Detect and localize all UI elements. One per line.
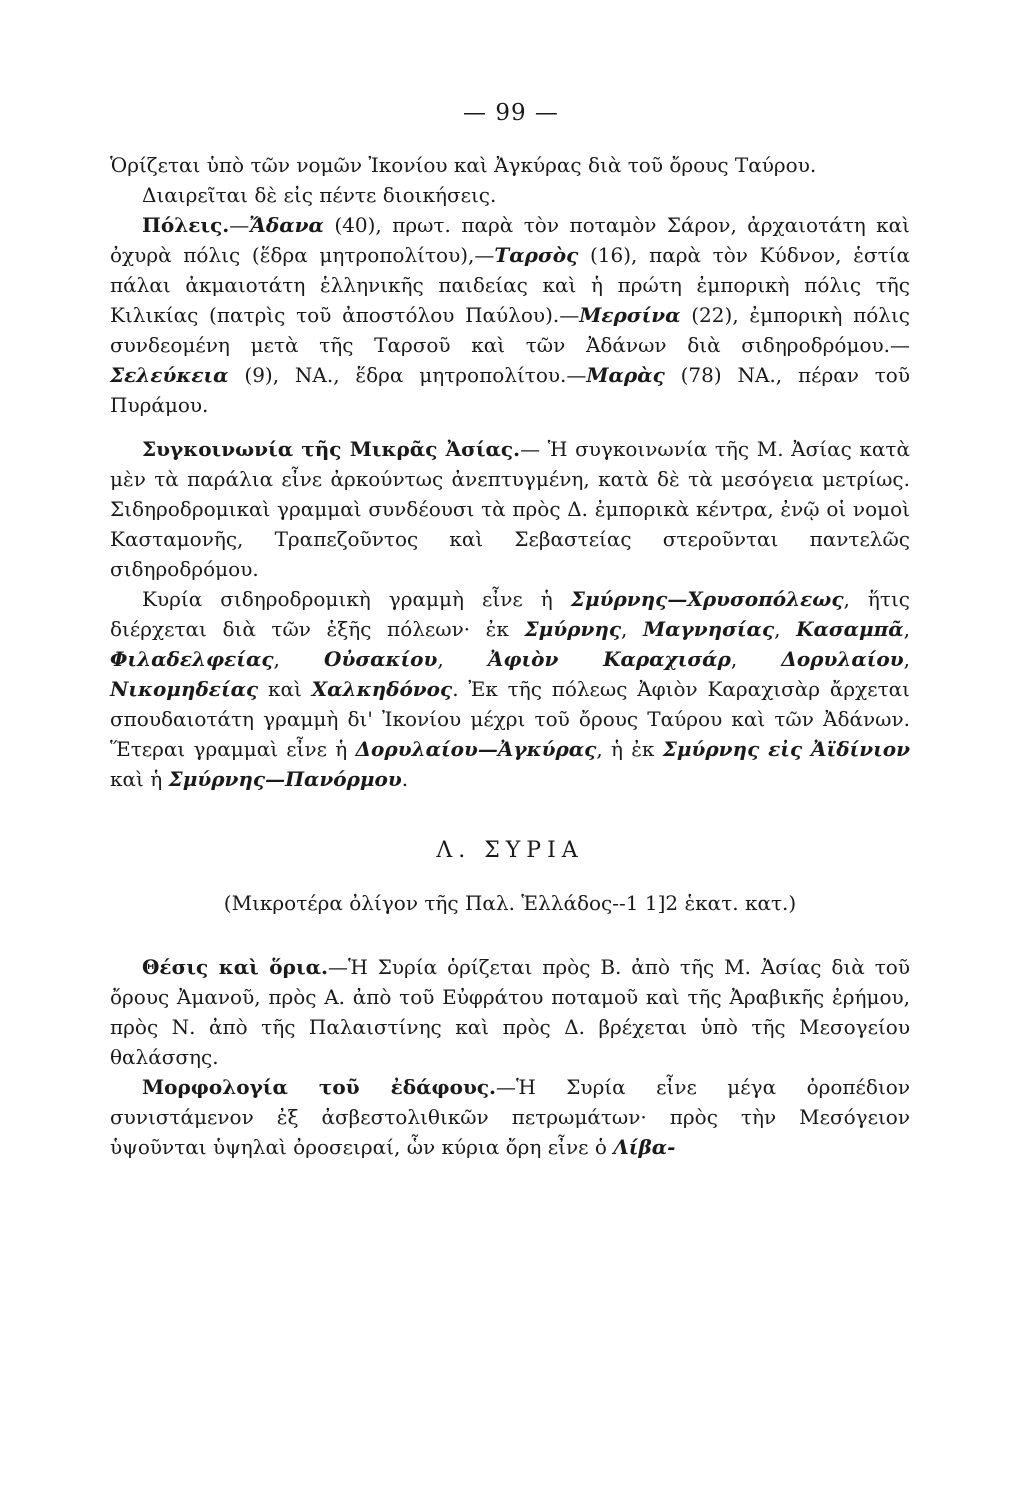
communications-text: — Ἡ συγκοινωνία τῆς Μ. Ἀσίας κατὰ μὲν τὰ παράλια εἶνε ἀρκούντως ἀνεπτυγμένη, κατὰ δὲ τὰ μεσόγεια μετρίως. Σιδηροδρομικαὶ γραμμαὶ συνδέουσι τὰ πρὸς Δ. ἐμπορικὰ κέντρα, ἐνῷ οἱ νομοὶ Κασταμονῆς, Τραπεζοῦντος καὶ Σεβαστείας στεροῦνται παντελῶς σιδηροδρόμου. (110, 437, 910, 581)
rail-smyrna: Σμύρνης (524, 617, 622, 641)
morphology-text: —Ἡ Συρία εἶνε μέγα ὀροπέδιον συνιστάμενον ἐξ ἀσβεστολιθικῶν πετρωμάτων· πρὸς τὴν Μεσόγειον ὑψοῦνται ὑψηλαὶ ὀροσειραί, ὧν κύρια ὄρη εἶνε ὁ (110, 1075, 910, 1159)
rail-text-8: , (730, 647, 782, 671)
paragraph-morphology (110, 1072, 910, 1162)
rail-magnesia: Μαγνησίας (642, 617, 775, 641)
rail-kasaba: Κασαμπᾶ (796, 617, 904, 641)
morphology-heading: Μορφολογία τοῦ ἐδάφους. (142, 1075, 496, 1099)
rail-text-11: . Ἐκ τῆς πόλεως Ἀφιὸν Καραχισὰρ ἄρχεται σπουδαιοτάτη γραμμὴ δι' Ἰκονίου μέχρι τοῦ ὄρους Ταύρου καὶ τῶν Ἀδάνων. Ἕτεραι γραμμαὶ εἶνε ἡ (110, 677, 911, 761)
rail-text-6: , (273, 647, 325, 671)
paragraph-cities (110, 210, 910, 420)
rail-text-2: , ἥτις διέρχεται διὰ τῶν ἑξῆς πόλεων· ἐκ (110, 587, 911, 641)
paragraph-communications (110, 434, 910, 584)
paragraph-divisions (110, 180, 910, 210)
position-heading: Θέσις καὶ ὅρια. (142, 955, 328, 979)
position-text: —Ἡ Συρία ὁρίζεται πρὸς Β. ἀπὸ τῆς Μ. Ἀσίας διὰ τοῦ ὄρους Ἀμανοῦ, πρὸς Α. ἀπὸ τοῦ Εὐφράτου ποταμοῦ καὶ τῆς Ἀραβικῆς ἐρήμου, πρὸς Ν. ἀπὸ τῆς Παλαιστίνης καὶ πρὸς Δ. βρέχεται ὑπὸ τῆς Μεσογείου θαλάσσης. (110, 955, 910, 1069)
divisions-text: Διαιρεῖται δὲ εἰς πέντε διοικήσεις. (142, 183, 497, 207)
cities-text-3: (16), παρὰ τὸν Κύδνον, ἑστία πάλαι ἀκμαιοτάτη ἑλληνικῆς παιδείας καὶ ἡ πρώτη ἐμπορικὴ πόλις τῆς Κιλικίας (πατρὶς τοῦ ἀποστόλου Παύλου).— (110, 243, 910, 327)
city-tarsus: Ταρσὸς (494, 243, 579, 267)
rail-text-5: , (903, 617, 911, 641)
cities-text-6: (78) ΝΑ., πέραν τοῦ Πυράμου. (110, 363, 910, 417)
city-adana: Ἄδανα (249, 213, 324, 237)
rail-dorylaeum-ankara: Δορυλαίου—Ἀγκύρας (355, 737, 597, 761)
section-title: Λ. ΣΥΡΙΑ (436, 838, 584, 863)
paragraph-railways (110, 584, 910, 794)
paragraph-borders (110, 150, 910, 180)
borders-text: Ὁρίζεται ὑπὸ τῶν νομῶν Ἰκονίου καὶ Ἀγκύρας διὰ τοῦ ὄρους Ταύρου. (110, 153, 817, 177)
city-mersina: Μερσίνα (579, 303, 681, 327)
page-body (110, 150, 910, 1162)
cities-text-4: (22), ἐμπορικὴ πόλις συνδεομένη μετὰ τῆς Ταρσοῦ καὶ τῶν Ἀδάνων διὰ σιδηροδρόμου.— (110, 303, 910, 357)
rail-dorylaeum: Δορυλαίου (781, 647, 904, 671)
rail-usak: Οὐσακίου (324, 647, 438, 671)
rail-text-1: Κυρία σιδηροδρομικὴ γραμμὴ εἶνε ἡ (142, 587, 571, 611)
rail-text-7: , (437, 647, 488, 671)
communications-heading: Συγκοινωνία τῆς Μικρᾶς Ἀσίας. (142, 437, 521, 461)
cities-text-2: (40), πρωτ. παρὰ τὸν ποταμὸν Σάρον, ἀρχαιοτάτη καὶ ὀχυρὰ πόλις (ἕδρα μητροπολίτου),— (110, 213, 910, 267)
city-seleucia: Σελεύκεια (110, 363, 229, 387)
page-number: — 99 — (463, 100, 559, 126)
paragraph-position (110, 952, 910, 1072)
rail-text-10: καὶ (258, 677, 312, 701)
rail-nicomedia: Νικομηδείας (110, 677, 259, 701)
rail-text-9: , (903, 647, 910, 671)
rail-smyrna-aidin: Σμύρνης εἰς Ἀϊδίνιον (662, 737, 910, 761)
city-maras: Μαρὰς (586, 363, 665, 387)
section-subtitle: (Μικροτέρα ὀλίγον τῆς Παλ. Ἑλλάδος--1 1]2 ἑκατ. κατ.) (223, 891, 797, 915)
rail-smyrna-panormos: Σμύρνης—Πανόρμου (168, 767, 402, 791)
rail-text-12: , ἡ ἐκ (596, 737, 663, 761)
rail-philadelphia: Φιλαδελφείας (110, 647, 274, 671)
rail-chalcedon: Χαλκηδόνος (311, 677, 453, 701)
rail-text-13: καὶ ἡ (110, 767, 169, 791)
rail-text-4: , (774, 617, 797, 641)
rail-text-14: . (401, 767, 409, 791)
rail-smyrna-chrysopolis: Σμύρνης—Χρυσοπόλεως (570, 587, 844, 611)
cities-text-1: — (229, 213, 250, 237)
rail-text-3: , (621, 617, 643, 641)
morphology-lebanon: Λίβα- (613, 1135, 676, 1159)
cities-heading: Πόλεις. (142, 213, 230, 237)
cities-text-5: (9), ΝΑ., ἕδρα μητροπολίτου.— (228, 363, 587, 387)
rail-afyon: Ἀφιὸν Καραχισάρ (487, 647, 731, 671)
